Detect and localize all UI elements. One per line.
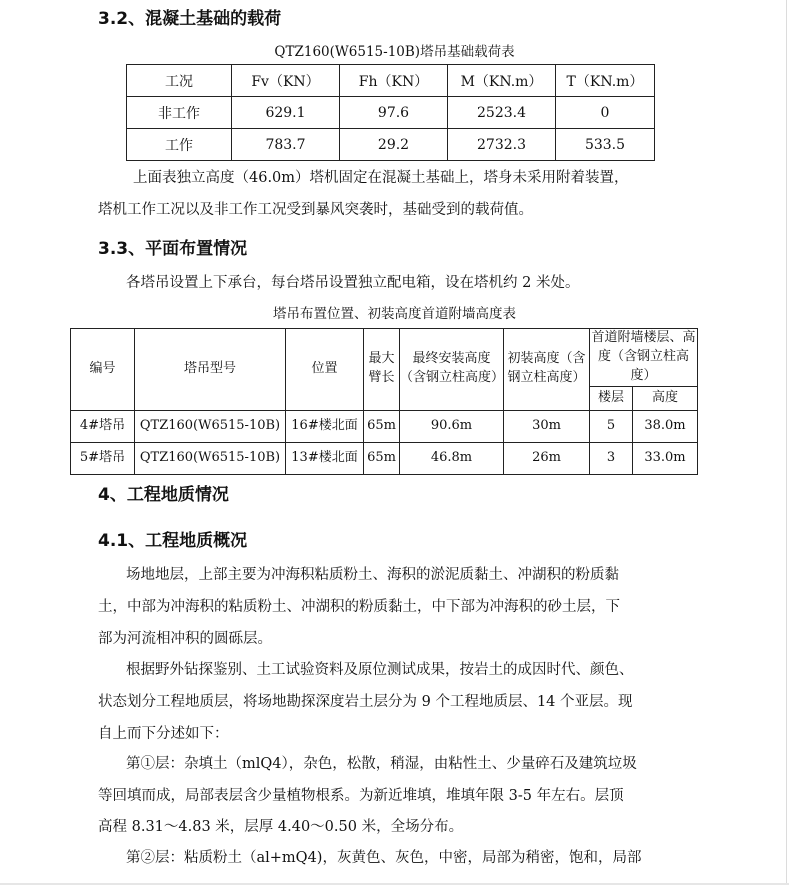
paragraph-line: 上面表独立高度（46.0m）塔机固定在混凝土基础上，塔身未采用附着装置， xyxy=(133,170,629,186)
table-cell: 629.1 xyxy=(232,97,340,129)
paragraph-line: 第②层：粘质粉土（al+mQ4)，灰黄色、灰色，中密，局部为稍密，饱和，局部 xyxy=(126,850,642,866)
section-heading-4-1: 4.1、工程地质概况 xyxy=(98,531,248,551)
table-header-cell: 楼层 xyxy=(590,386,633,410)
section-heading-3-2: 3.2、混凝土基础的载荷 xyxy=(98,9,282,29)
table-cell: 33.0m xyxy=(633,442,698,474)
table-cell: 13#楼北面 xyxy=(286,442,364,474)
table-header-cell: 编号 xyxy=(71,329,135,411)
table-header-row xyxy=(127,65,655,97)
table-header-cell: M（KN.m） xyxy=(448,65,556,97)
section-heading-4: 4、工程地质情况 xyxy=(98,485,229,505)
load-table xyxy=(126,64,655,161)
table-row xyxy=(127,129,655,161)
table-cell: 0 xyxy=(556,97,655,129)
table-cell: 29.2 xyxy=(340,129,448,161)
paragraph-line: 根据野外钻探鉴别、土工试验资料及原位测试成果，按岩土的成因时代、颜色、 xyxy=(126,662,634,678)
table-cell: 30m xyxy=(504,410,590,442)
table-row xyxy=(71,410,698,442)
table-header-row xyxy=(71,329,698,387)
paragraph-line: 土，中部为冲海积的粘质粉土、冲湖积的粉质黏土，中下部为冲海积的砂土层，下 xyxy=(98,599,620,615)
table-header-cell: 初装高度（含钢立柱高度） xyxy=(504,329,590,411)
table-cell: 16#楼北面 xyxy=(286,410,364,442)
table-cell: 2523.4 xyxy=(448,97,556,129)
paragraph-line: 场地地层，上部主要为冲海积粘质粉土、海积的淤泥质黏土、冲湖积的粉质黏 xyxy=(126,567,619,583)
paragraph-line: 高程 8.31～4.83 米，层厚 4.40～0.50 米，全场分布。 xyxy=(98,819,464,835)
table-cell: 4#塔吊 xyxy=(71,410,135,442)
table-cell: 783.7 xyxy=(232,129,340,161)
table-header-cell: 最大臂长 xyxy=(364,329,400,411)
table-cell: 26m xyxy=(504,442,590,474)
table-cell: 65m xyxy=(364,442,400,474)
table-cell: 533.5 xyxy=(556,129,655,161)
paragraph-line: 部为河流相冲积的圆砾层。 xyxy=(98,631,272,647)
table-cell: 5#塔吊 xyxy=(71,442,135,474)
table-header-cell: 最终安装高度（含钢立柱高度） xyxy=(400,329,504,411)
table-row xyxy=(71,442,698,474)
crane-layout-table xyxy=(70,328,698,475)
paragraph-line: 各塔吊设置上下承台，每台塔吊设置独立配电箱，设在塔机约 2 米处。 xyxy=(126,275,580,291)
table-cell: 5 xyxy=(590,410,633,442)
table2-caption: 塔吊布置位置、初装高度首道附墙高度表 xyxy=(273,306,516,322)
table-header-cell: 塔吊型号 xyxy=(135,329,286,411)
table-header-cell: 高度 xyxy=(633,386,698,410)
paragraph-line: 第①层：杂填土（mlQ4），杂色，松散，稍湿，由粘性土、少量碎石及建筑垃圾 xyxy=(126,756,637,772)
paragraph-line: 塔机工作工况以及非工作工况受到暴风突袭时，基础受到的载荷值。 xyxy=(98,202,533,218)
table-header-cell: Fh（KN） xyxy=(340,65,448,97)
table-cell: 非工作 xyxy=(127,97,232,129)
table-cell: 3 xyxy=(590,442,633,474)
paragraph-line: 自上而下分述如下： xyxy=(98,726,229,742)
table-cell: 97.6 xyxy=(340,97,448,129)
table-header-cell: Fv（KN） xyxy=(232,65,340,97)
page-edge-line xyxy=(786,0,787,885)
table-row xyxy=(127,97,655,129)
table-header-cell: 首道附墙楼层、高度（含钢立柱高度） xyxy=(590,329,698,387)
table1-caption: QTZ160(W6515-10B)塔吊基础载荷表 xyxy=(274,44,515,60)
table-header-cell: 位置 xyxy=(286,329,364,411)
paragraph-line: 等回填而成，局部表层含少量植物根系。为新近堆填，堆填年限 3-5 年左右。层顶 xyxy=(98,788,624,804)
table-cell: QTZ160(W6515-10B) xyxy=(135,442,286,474)
table-cell: 工作 xyxy=(127,129,232,161)
table-cell: 46.8m xyxy=(400,442,504,474)
table-cell: 90.6m xyxy=(400,410,504,442)
table-cell: 38.0m xyxy=(633,410,698,442)
table-cell: 65m xyxy=(364,410,400,442)
table-cell: QTZ160(W6515-10B) xyxy=(135,410,286,442)
table-header-cell: T（KN.m） xyxy=(556,65,655,97)
table-cell: 2732.3 xyxy=(448,129,556,161)
paragraph-line: 状态划分工程地质层，将场地勘探深度岩土层分为 9 个工程地质层、14 个亚层。现 xyxy=(98,694,633,710)
table-header-cell: 工况 xyxy=(127,65,232,97)
section-heading-3-3: 3.3、平面布置情况 xyxy=(98,239,248,259)
